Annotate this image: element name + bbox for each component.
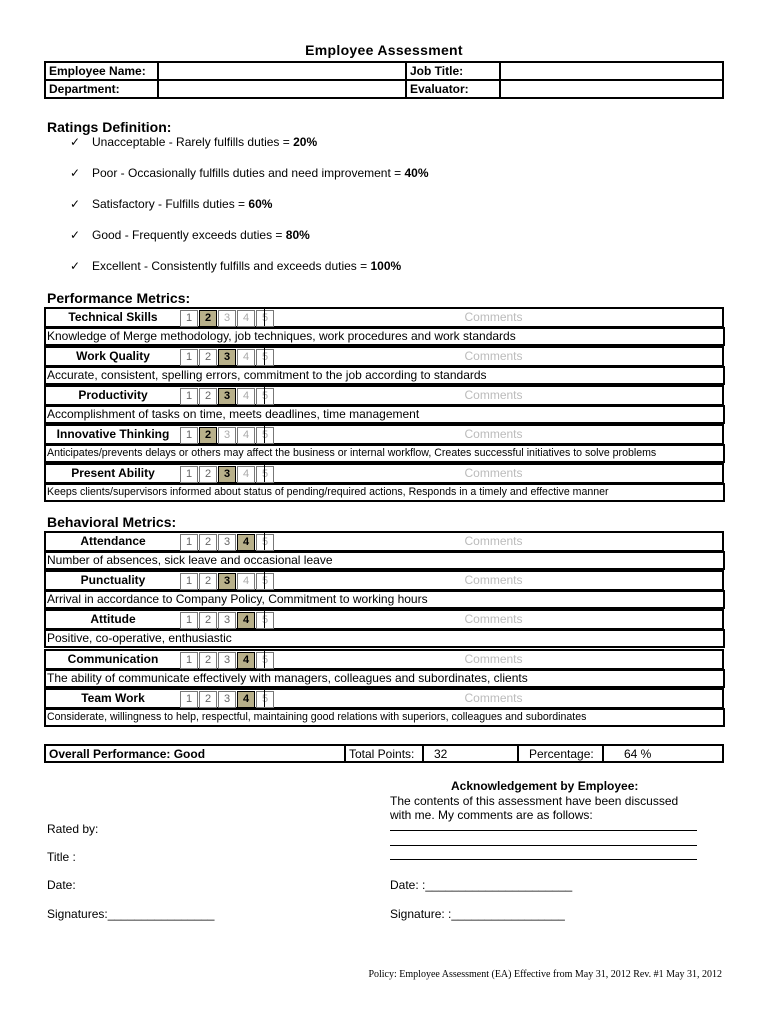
score-selector xyxy=(180,465,275,482)
comments-field[interactable]: Comments xyxy=(264,533,722,550)
score-option[interactable]: 5 xyxy=(256,612,274,629)
score-option[interactable]: 4 xyxy=(237,349,255,366)
total-points-label: Total Points: xyxy=(345,745,423,762)
score-selector xyxy=(180,690,275,707)
metric-row xyxy=(44,609,724,630)
score-selector xyxy=(180,572,275,589)
comments-field[interactable]: Comments xyxy=(264,348,722,365)
comments-field[interactable]: Comments xyxy=(264,465,722,482)
metric-description: Keeps clients/supervisors informed about status of pending/required actions, Responds in a timely and effective manner xyxy=(44,483,725,502)
metric-description: Knowledge of Merge methodology, job techniques, work procedures and work standards xyxy=(44,327,725,346)
evaluator-field[interactable] xyxy=(500,80,723,98)
score-selector xyxy=(180,426,275,443)
metric-description: Accurate, consistent, spelling errors, commitment to the job according to standards xyxy=(44,366,725,385)
evaluator-label: Evaluator: xyxy=(406,80,500,98)
score-selector xyxy=(180,533,275,550)
score-selector xyxy=(180,348,275,365)
score-option[interactable]: 5 xyxy=(256,427,274,444)
score-option[interactable]: 2 xyxy=(199,573,217,590)
behavioral-heading: Behavioral Metrics: xyxy=(47,514,177,530)
signatures-label: Signatures:________________ xyxy=(47,907,215,921)
checkmark-icon: ✓ xyxy=(70,135,81,149)
score-option[interactable]: 2 xyxy=(199,466,217,483)
metric-name: Work Quality xyxy=(76,349,150,363)
score-option[interactable]: 2 xyxy=(199,388,217,405)
ratings-heading: Ratings Definition: xyxy=(47,119,172,135)
score-option[interactable]: 1 xyxy=(180,573,198,590)
job-title-label: Job Title: xyxy=(406,62,500,80)
score-selector xyxy=(180,387,275,404)
metric-name: Punctuality xyxy=(80,573,146,588)
metric-name: Attitude xyxy=(90,612,136,627)
score-option[interactable]: 2 xyxy=(199,652,217,669)
checkmark-icon: ✓ xyxy=(70,228,81,242)
employee-info-table xyxy=(44,61,724,99)
score-option[interactable]: 1 xyxy=(180,349,198,366)
score-option[interactable]: 4 xyxy=(237,310,255,327)
score-option[interactable]: 4 xyxy=(237,534,255,551)
acknowledgement-text-1: The contents of this assessment have been discussed xyxy=(390,794,679,808)
metric-name: Innovative Thinking xyxy=(56,427,170,441)
total-points-value: 32 xyxy=(423,745,518,762)
score-selector xyxy=(180,309,275,326)
footer-policy: Policy: Employee Assessment (EA) Effective from May 31, 2012 Rev. #1 May 31, 2012 xyxy=(368,969,722,980)
score-option[interactable]: 5 xyxy=(256,652,274,669)
score-option[interactable]: 3 xyxy=(218,691,236,708)
metric-name: Attendance xyxy=(80,534,146,548)
metric-description: Number of absences, sick leave and occasional leave xyxy=(44,551,725,570)
score-option[interactable]: 3 xyxy=(218,427,236,444)
title-label: Title : xyxy=(47,850,76,864)
overall-table xyxy=(44,744,724,763)
metric-name: Present Ability xyxy=(71,466,155,480)
performance-heading: Performance Metrics: xyxy=(47,290,191,306)
rating-item: ✓ Unacceptable - Rarely fulfills duties = 20% xyxy=(70,135,318,149)
comment-line[interactable] xyxy=(390,859,697,860)
score-option[interactable]: 1 xyxy=(180,466,198,483)
rating-item: ✓ Satisfactory - Fulfills duties = 60% xyxy=(70,197,273,211)
metric-row xyxy=(44,424,724,445)
score-option[interactable]: 4 xyxy=(237,612,255,629)
score-option[interactable]: 2 xyxy=(199,427,217,444)
metric-row xyxy=(44,531,724,552)
score-option[interactable]: 3 xyxy=(218,310,236,327)
score-option[interactable]: 5 xyxy=(256,691,274,708)
comments-field[interactable]: Comments xyxy=(264,426,722,443)
score-option[interactable]: 2 xyxy=(199,691,217,708)
metric-row xyxy=(44,385,724,406)
score-option[interactable]: 5 xyxy=(256,573,274,590)
percentage-value: 64 % xyxy=(603,745,723,762)
overall-performance-label: Overall Performance: Good xyxy=(45,745,345,762)
metric-name: Productivity xyxy=(78,388,148,402)
job-title-field[interactable] xyxy=(500,62,723,80)
score-option[interactable]: 4 xyxy=(237,573,255,590)
score-option[interactable]: 4 xyxy=(237,388,255,405)
score-selector xyxy=(180,611,275,628)
comments-field[interactable]: Comments xyxy=(264,611,722,628)
metric-description: Accomplishment of tasks on time, meets deadlines, time management xyxy=(44,405,725,424)
checkmark-icon: ✓ xyxy=(70,197,81,211)
metric-description: Anticipates/prevents delays or others may affect the business or internal workflow, Creates successful initiatives to solve problems xyxy=(44,444,725,463)
rated-by-label: Rated by: xyxy=(47,822,99,836)
page-title: Employee Assessment xyxy=(305,42,463,58)
score-option[interactable]: 2 xyxy=(199,534,217,551)
score-option[interactable]: 1 xyxy=(180,388,198,405)
score-option[interactable]: 5 xyxy=(256,349,274,366)
score-option[interactable]: 2 xyxy=(199,310,217,327)
comment-line[interactable] xyxy=(390,845,697,846)
score-option[interactable]: 3 xyxy=(218,388,236,405)
employee-name-field[interactable] xyxy=(158,62,406,80)
score-option[interactable]: 1 xyxy=(180,652,198,669)
employee-name-label: Employee Name: xyxy=(45,62,158,80)
metric-description: Positive, co-operative, enthusiastic xyxy=(44,629,725,648)
metric-description: Arrival in accordance to Company Policy, Commitment to working hours xyxy=(44,590,725,609)
comments-field[interactable]: Comments xyxy=(264,387,722,404)
checkmark-icon: ✓ xyxy=(70,259,81,273)
rating-item: ✓ Excellent - Consistently fulfills and exceeds duties = 100% xyxy=(70,259,402,273)
score-option[interactable]: 3 xyxy=(218,612,236,629)
comments-field[interactable]: Comments xyxy=(264,309,722,326)
metric-name: Team Work xyxy=(81,690,145,705)
rating-item: ✓ Poor - Occasionally fulfills duties and need improvement = 40% xyxy=(70,166,429,180)
score-option[interactable]: 3 xyxy=(218,349,236,366)
score-option[interactable]: 4 xyxy=(237,466,255,483)
rating-item: ✓ Good - Frequently exceeds duties = 80% xyxy=(70,228,310,242)
metric-name: Technical Skills xyxy=(68,310,158,324)
score-option[interactable]: 4 xyxy=(237,691,255,708)
score-option[interactable]: 4 xyxy=(237,427,255,444)
score-option[interactable]: 4 xyxy=(237,652,255,669)
comment-line[interactable] xyxy=(390,830,697,831)
date-label: Date: xyxy=(47,878,76,892)
score-option[interactable]: 1 xyxy=(180,691,198,708)
score-selector xyxy=(180,651,275,668)
metric-row xyxy=(44,688,724,709)
score-option[interactable]: 2 xyxy=(199,349,217,366)
metric-description: Considerate, willingness to help, respectful, maintaining good relations with superiors, colleagues and subordinates xyxy=(44,708,725,727)
checkmark-icon: ✓ xyxy=(70,166,81,180)
metric-description: The ability of communicate effectively with managers, colleagues and subordinates, clients xyxy=(44,669,725,688)
comments-field[interactable]: Comments xyxy=(264,690,722,707)
metric-row xyxy=(44,649,724,670)
department-field[interactable] xyxy=(158,80,406,98)
metric-row xyxy=(44,307,724,328)
score-option[interactable]: 1 xyxy=(180,534,198,551)
score-option[interactable]: 5 xyxy=(256,388,274,405)
score-option[interactable]: 5 xyxy=(256,466,274,483)
metric-row xyxy=(44,463,724,484)
score-option[interactable]: 3 xyxy=(218,652,236,669)
department-label: Department: xyxy=(45,80,158,98)
score-option[interactable]: 1 xyxy=(180,427,198,444)
score-option[interactable]: 5 xyxy=(256,310,274,327)
ack-date-label: Date: :______________________ xyxy=(390,878,573,892)
score-option[interactable]: 2 xyxy=(199,612,217,629)
acknowledgement-text-2: with me. My comments are as follows: xyxy=(390,808,593,822)
metric-row xyxy=(44,346,724,367)
ack-signature-label: Signature: :_________________ xyxy=(390,907,565,921)
score-option[interactable]: 1 xyxy=(180,612,198,629)
score-option[interactable]: 1 xyxy=(180,310,198,327)
comments-field[interactable]: Comments xyxy=(264,651,722,668)
metric-name: Communication xyxy=(67,651,159,666)
score-option[interactable]: 3 xyxy=(218,466,236,483)
comments-field[interactable]: Comments xyxy=(264,572,722,589)
score-option[interactable]: 3 xyxy=(218,573,236,590)
percentage-label: Percentage: xyxy=(518,745,603,762)
metric-row xyxy=(44,570,724,591)
score-option[interactable]: 3 xyxy=(218,534,236,551)
score-option[interactable]: 5 xyxy=(256,534,274,551)
acknowledgement-heading: Acknowledgement by Employee: xyxy=(451,779,639,793)
